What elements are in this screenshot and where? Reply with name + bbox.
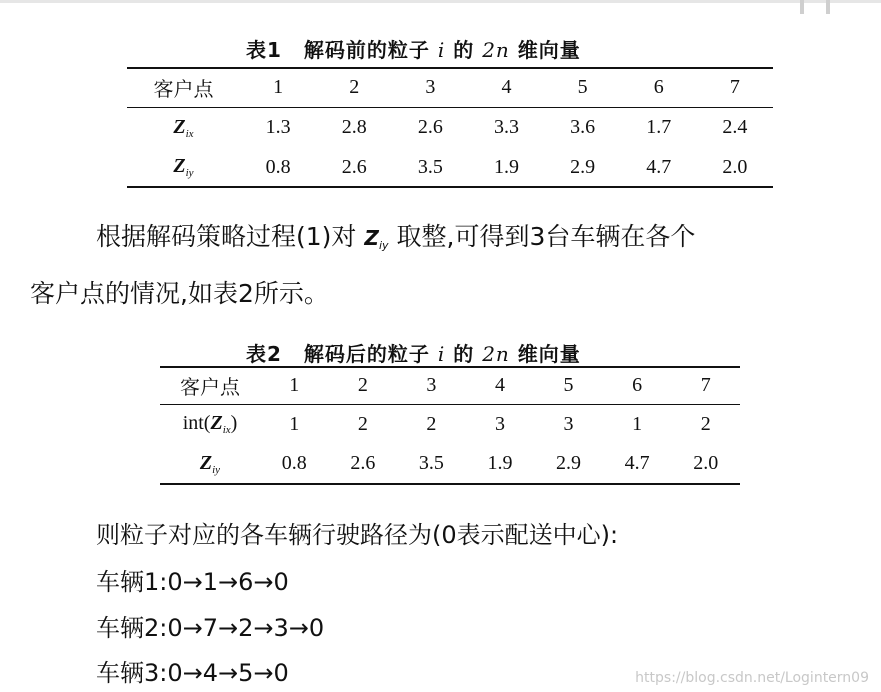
table-cell: 2.6 xyxy=(417,116,443,139)
top-border xyxy=(0,0,881,3)
table-cell: 1.9 xyxy=(487,452,513,474)
table-cell: 2 xyxy=(700,412,711,435)
table-row xyxy=(127,148,773,187)
body-paragraph-line1 xyxy=(96,219,695,264)
paragraph-text: 取整,可得到3台车辆在各个 xyxy=(396,222,696,251)
table-cell: 3.5 xyxy=(417,155,443,178)
table1-header-row xyxy=(127,68,773,107)
watermark: https://blog.csdn.net/Logintern09 xyxy=(635,670,869,686)
table-cell: 0.8 xyxy=(265,155,291,178)
table-cell: 1.3 xyxy=(265,116,291,139)
table-cell: 2.6 xyxy=(350,452,376,474)
table-row xyxy=(160,444,740,484)
table-cell: 3 xyxy=(494,412,505,435)
z-subscript: iy xyxy=(378,239,389,252)
table2-var-i: i xyxy=(437,342,446,366)
table1-header-cell: 1 xyxy=(273,76,284,99)
table-cell: 3 xyxy=(563,412,574,435)
table-cell: 1 xyxy=(632,412,643,435)
table-cell: 2.8 xyxy=(341,116,367,139)
row-label xyxy=(127,148,240,187)
table-cell: 2.9 xyxy=(570,155,596,178)
table-cell: 4.7 xyxy=(646,155,672,178)
table-row xyxy=(160,404,740,444)
route-line-3: 车辆3:0→4→5→0 xyxy=(96,659,289,687)
row-suffix: ) xyxy=(230,412,238,435)
table2-title-pre: 解码后的粒子 xyxy=(303,342,430,366)
z-symbol: Z xyxy=(199,451,213,474)
table2-label: 表2 xyxy=(246,342,282,366)
table2-header-cell: 客户点 xyxy=(180,375,240,400)
table2-title-post: 维向量 xyxy=(517,342,581,366)
table-cell: 2.0 xyxy=(693,452,719,474)
table2-caption xyxy=(246,338,581,367)
table-cell: 3.6 xyxy=(570,116,596,139)
z-subscript: ix xyxy=(185,127,194,140)
table1-header-cell: 2 xyxy=(349,76,360,99)
scan-mark xyxy=(800,0,804,14)
row-label xyxy=(160,404,260,444)
table1-header-cell: 4 xyxy=(501,76,512,99)
table-cell: 1.7 xyxy=(646,116,672,139)
table2-header-cell: 3 xyxy=(426,374,437,397)
table-cell: 4.7 xyxy=(624,452,650,474)
table2-header-row xyxy=(160,367,740,404)
table1-label: 表1 xyxy=(246,38,282,62)
table-cell: 2 xyxy=(426,412,437,435)
table-row xyxy=(127,107,773,148)
table1 xyxy=(127,67,773,188)
table-cell: 3.3 xyxy=(493,116,519,139)
table1-title-pre: 解码前的粒子 xyxy=(303,38,430,62)
table2-title-mid: 的 xyxy=(453,342,475,366)
table2-header-cell: 2 xyxy=(357,374,368,397)
table2 xyxy=(160,366,740,485)
table-cell: 2.9 xyxy=(556,452,582,474)
row-label xyxy=(127,107,240,148)
table2-header-cell: 6 xyxy=(632,374,643,397)
z-subscript: ix xyxy=(222,424,231,437)
table1-header-cell: 6 xyxy=(653,76,664,99)
table1-title-post: 维向量 xyxy=(517,38,581,62)
scan-mark xyxy=(826,0,830,14)
table-cell: 2.0 xyxy=(722,155,748,178)
table2-header-cell: 5 xyxy=(563,374,574,397)
table1-header-cell: 7 xyxy=(729,76,740,99)
z-symbol: Z xyxy=(173,115,186,138)
table1-caption xyxy=(246,34,581,63)
table1-header-cell: 客户点 xyxy=(153,77,214,102)
table1-var-i: i xyxy=(437,38,446,62)
table-cell: 1.9 xyxy=(493,155,519,178)
table-cell: 3.5 xyxy=(418,452,444,474)
table1-header-cell: 5 xyxy=(577,76,588,99)
z-symbol: Z xyxy=(210,412,223,435)
row-label xyxy=(160,444,260,484)
body-paragraph-line2: 客户点的情况,如表2所示。 xyxy=(30,279,329,308)
table2-header-cell: 4 xyxy=(494,374,505,397)
table1-var-2n: 2n xyxy=(482,38,510,62)
table1-header-cell: 3 xyxy=(425,76,436,99)
route-line-2: 车辆2:0→7→2→3→0 xyxy=(96,614,325,642)
table-cell: 1 xyxy=(289,412,300,435)
row-prefix: int( xyxy=(182,412,211,435)
z-subscript: iy xyxy=(185,167,194,179)
z-symbol: Z xyxy=(173,155,186,177)
table2-var-2n: 2n xyxy=(482,342,510,366)
z-subscript: iy xyxy=(212,463,221,476)
table2-header-cell: 7 xyxy=(700,374,711,397)
route-line-1: 车辆1:0→1→6→0 xyxy=(96,568,289,596)
z-symbol: Z xyxy=(364,226,379,250)
table-cell: 2.4 xyxy=(722,116,748,139)
paragraph-text: 根据解码策略过程(1)对 xyxy=(96,222,357,251)
table-cell: 2 xyxy=(357,412,368,435)
table2-header-cell: 1 xyxy=(289,374,300,397)
table1-title-mid: 的 xyxy=(453,38,475,62)
table-cell: 0.8 xyxy=(281,452,307,474)
routes-intro: 则粒子对应的各车辆行驶路径为(0表示配送中心): xyxy=(96,521,619,549)
table-cell: 2.6 xyxy=(341,155,367,178)
